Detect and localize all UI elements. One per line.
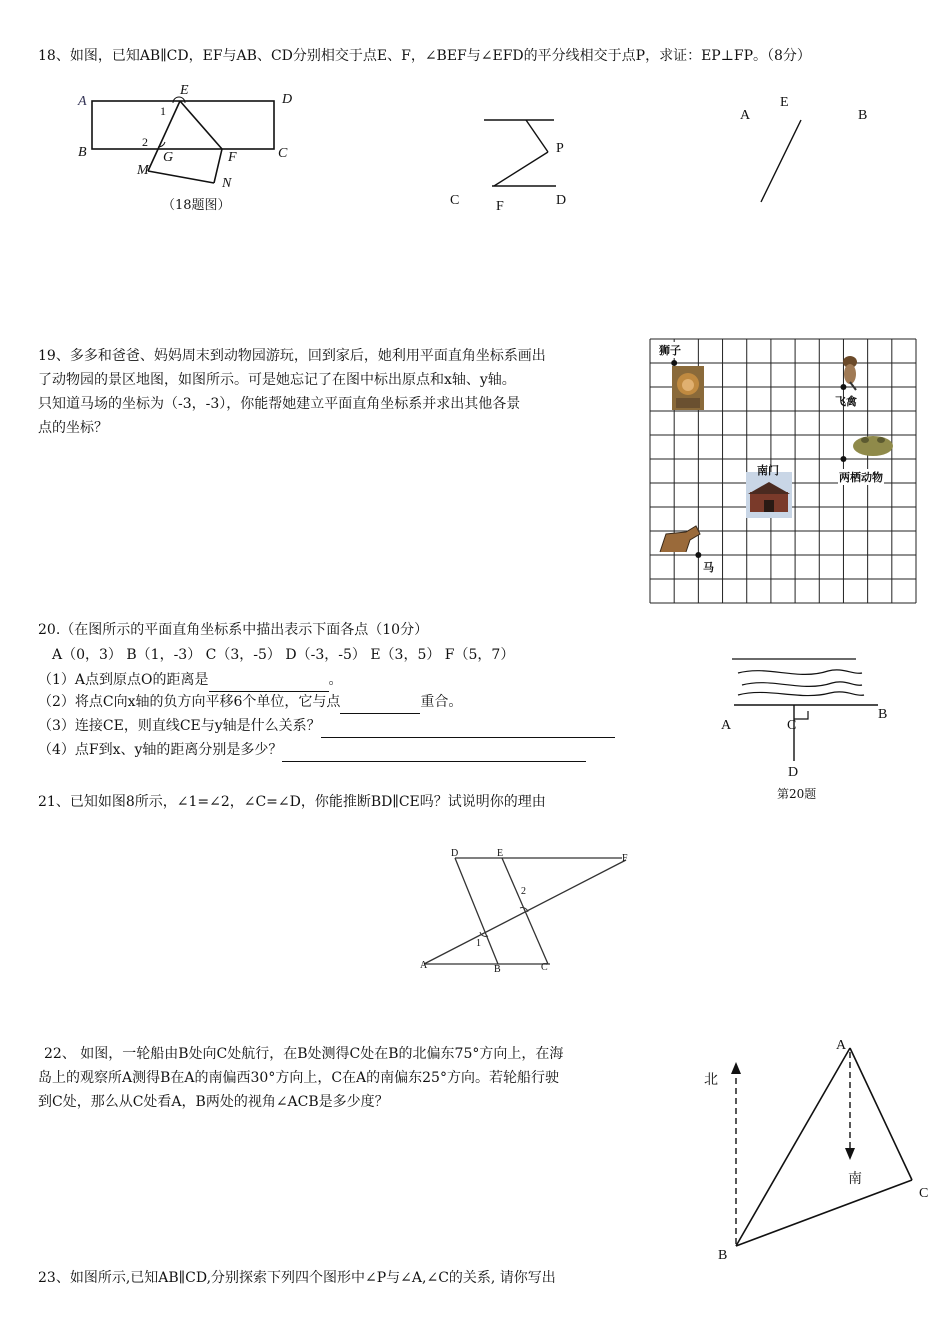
q20-answer-4[interactable] [282,745,586,762]
q23-text: 23、如图所示,已知AB∥CD,分别探索下列四个图形中∠P与∠A,∠C的关系, 请你写出 [38,1270,556,1286]
q20-fig-label-C: C [787,718,797,733]
q18-f3-label-E: E [780,95,789,110]
q19-line-1: 19、多多和爸爸、妈妈周末到动物园游玩，回到家后，她利用平面直角坐标系画出 [38,348,546,364]
q18-f1-label-M: M [137,163,149,178]
q20-sub-3 [38,714,615,738]
gate-picture [746,472,792,518]
q19-line-3: 只知道马场的坐标为（-3，-3），你能帮她建立平面直角坐标系并求出其他各景 [38,396,521,412]
q20-sub-2-end: 重合。 [420,694,463,710]
q21-label-A: A [420,960,428,971]
location-dot [840,456,846,462]
q22-label-C: C [919,1186,929,1201]
q21-label-2: 2 [521,886,526,897]
q18-f1-label-N: N [222,176,232,191]
q20-answer-2[interactable] [340,697,420,714]
q18-f2-label-C: C [450,193,460,208]
q18-f2-label-D: D [556,193,567,208]
q18-f3-label-A: A [740,108,751,123]
q21-label-D: D [451,848,459,859]
q21-label-C: C [541,962,548,973]
q20-sub-1-text: （1）A点到原点O的距离是 [38,672,209,688]
q20-title: 20.（在图所示的平面直角坐标系中描出表示下面各点（10分） [38,622,429,638]
bird-picture [838,350,862,390]
q20-answer-3[interactable] [321,721,615,738]
q22-label-A: A [836,1038,847,1053]
q18-f2-label-P: P [556,141,564,156]
q18-figure-2 [470,112,600,192]
q20-figure [728,655,898,775]
q19-line-4: 点的坐标？ [38,420,108,436]
frog-picture [851,430,895,458]
q20-sub-1-end: 。 [328,672,343,688]
map-label-gate: 南门 [757,464,779,477]
q18-f1-label-F: F [228,150,237,165]
q20-sub-4 [38,738,586,762]
q18-f1-label-2: 2 [142,135,148,149]
q18-text: 18、如图，已知AB∥CD，EF与AB、CD分别相交于点E、F，∠BEF与∠EFD的平分线相交于点P，求证：EP⊥FP。（8分） [38,48,811,64]
q21-label-1: 1 [476,938,481,949]
q22-label-north: 北 [704,1072,718,1088]
q18-figure-3 [755,100,815,210]
q21-label-E: E [497,848,504,859]
lion-picture [672,366,704,410]
q22-label-south: 南 [848,1171,862,1187]
q21-label-F: F [622,853,628,864]
q18-f3-label-B: B [858,108,868,123]
q22-label-B: B [718,1248,728,1263]
q18-f1-label-B: B [78,145,87,160]
q18-f1-label-G: G [163,150,174,165]
q18-f1-label-E: E [180,83,189,98]
horse-picture [656,522,702,558]
q22-line-2: 岛上的观察所A测得B在A的南偏西30°方向上，C在A的南偏东25°方向。若轮船行驶 [38,1070,559,1086]
q20-fig-caption: 第20题 [777,787,817,801]
q20-fig-label-A: A [721,718,732,733]
q18-f1-caption: （18题图） [162,198,231,213]
q18-f2-label-F: F [496,199,504,214]
q22-figure [728,1040,928,1260]
q20-sub-3-text: （3）连接CE，则直线CE与y轴是什么关系？ [38,718,321,734]
q21-label-B: B [494,964,501,975]
q22-line-3: 到C处，那么从C处看A，B两处的视角∠ACB是多少度？ [38,1094,389,1110]
q20-sub-1 [38,668,343,692]
q20-sub-4-text: （4）点F到x、y轴的距离分别是多少？ [38,742,283,758]
q18-f1-label-D: D [282,92,293,107]
q21-figure [410,850,640,975]
map-label-bird: 飞禽 [835,395,857,408]
q20-sub-2-text: （2）将点C向x轴的负方向平移6个单位，它与点 [38,694,341,710]
q20-points: A（0，3） B（1，-3） C（3，-5） D（-3，-5） E（3，5） F（5，7） [52,647,515,663]
map-label-horse: 马 [703,561,714,574]
q21-text: 21、已知如图8所示，∠1=∠2，∠C=∠D，你能推断BD∥CE吗？试说明你的理由 [38,794,546,810]
map-label-reptile: 两栖动物 [839,471,883,484]
q22-line-1: 22、 如图，一轮船由B处向C处航行，在B处测得C处在B的北偏东75°方向上，在海 [44,1046,564,1062]
q20-fig-label-B: B [878,707,888,722]
q18-f1-label-C: C [278,146,288,161]
q19-line-2: 了动物园的景区地图，如图所示。可是她忘记了在图中标出原点和x轴、y轴。 [38,372,516,388]
q20-fig-label-D: D [788,765,799,780]
q18-f1-label-1: 1 [160,104,166,118]
map-label-lion: 狮子 [659,344,681,357]
q18-f1-label-A: A [78,94,87,109]
q20-sub-2 [38,690,462,714]
